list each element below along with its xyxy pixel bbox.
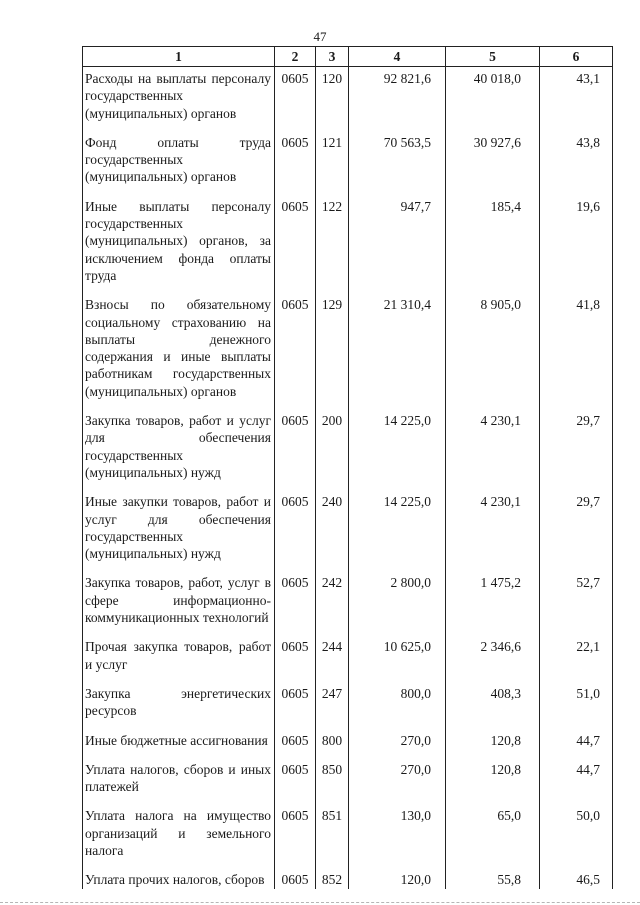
row-section-code-cell: 0605 [275,807,316,871]
table-row [83,493,613,574]
row-percent-cell: 46,5 [540,871,613,888]
row-name-cell: Фонд оплаты труда государственных (муниципальных) органов [83,134,275,198]
table-row [83,761,613,808]
row-expense-type-cell: 851 [316,807,349,871]
column-header-1: 1 [83,47,275,67]
row-executed-amount-cell: 65,0 [446,807,540,871]
row-name-cell: Расходы на выплаты персоналу государственных (муниципальных) органов [83,67,275,134]
column-header-3: 3 [316,47,349,67]
row-executed-amount-cell: 120,8 [446,761,540,808]
row-planned-amount-cell: 130,0 [349,807,446,871]
row-planned-amount-cell: 14 225,0 [349,493,446,574]
column-header-4: 4 [349,47,446,67]
row-section-code-cell: 0605 [275,493,316,574]
table-row [83,685,613,732]
row-name-cell: Иные бюджетные ассигнования [83,732,275,761]
table-row [83,638,613,685]
row-executed-amount-cell: 55,8 [446,871,540,888]
row-planned-amount-cell: 800,0 [349,685,446,732]
row-name-cell: Иные выплаты персоналу государственных (муниципальных) органов, за исключением фонда оплаты труда [83,198,275,296]
row-expense-type-cell: 122 [316,198,349,296]
column-header-6: 6 [540,47,613,67]
row-percent-cell: 51,0 [540,685,613,732]
row-expense-type-cell: 200 [316,412,349,493]
row-name-cell: Уплата налогов, сборов и иных платежей [83,761,275,808]
row-section-code-cell: 0605 [275,871,316,888]
row-percent-cell: 22,1 [540,638,613,685]
row-executed-amount-cell: 4 230,1 [446,493,540,574]
row-section-code-cell: 0605 [275,685,316,732]
row-percent-cell: 50,0 [540,807,613,871]
row-name-cell: Уплата прочих налогов, сборов [83,871,275,888]
row-percent-cell: 43,1 [540,67,613,134]
row-percent-cell: 29,7 [540,493,613,574]
row-section-code-cell: 0605 [275,412,316,493]
row-executed-amount-cell: 4 230,1 [446,412,540,493]
row-executed-amount-cell: 2 346,6 [446,638,540,685]
table-row [83,296,613,412]
table-body [83,67,613,889]
row-planned-amount-cell: 270,0 [349,761,446,808]
row-percent-cell: 29,7 [540,412,613,493]
column-header-2: 2 [275,47,316,67]
row-executed-amount-cell: 40 018,0 [446,67,540,134]
row-planned-amount-cell: 947,7 [349,198,446,296]
row-planned-amount-cell: 270,0 [349,732,446,761]
row-name-cell: Прочая закупка товаров, работ и услуг [83,638,275,685]
row-executed-amount-cell: 120,8 [446,732,540,761]
row-expense-type-cell: 247 [316,685,349,732]
row-name-cell: Закупка энергетических ресурсов [83,685,275,732]
row-name-cell: Закупка товаров, работ, услуг в сфере информационно-коммуникационных технологий [83,574,275,638]
row-section-code-cell: 0605 [275,761,316,808]
table-row [83,574,613,638]
table-row [83,67,613,134]
row-name-cell: Иные закупки товаров, работ и услуг для обеспечения государственных (муниципальных) нужд [83,493,275,574]
row-percent-cell: 19,6 [540,198,613,296]
row-planned-amount-cell: 120,0 [349,871,446,888]
row-section-code-cell: 0605 [275,198,316,296]
row-planned-amount-cell: 10 625,0 [349,638,446,685]
row-executed-amount-cell: 1 475,2 [446,574,540,638]
row-percent-cell: 44,7 [540,761,613,808]
row-expense-type-cell: 242 [316,574,349,638]
row-name-cell: Взносы по обязательному социальному страхованию на выплаты денежного содержания и иные выплаты работникам государственных (муниципальных) органов [83,296,275,412]
table-row [83,871,613,888]
row-section-code-cell: 0605 [275,134,316,198]
page-edge-rule [0,902,640,903]
row-expense-type-cell: 852 [316,871,349,888]
row-section-code-cell: 0605 [275,732,316,761]
row-executed-amount-cell: 30 927,6 [446,134,540,198]
row-name-cell: Закупка товаров, работ и услуг для обеспечения государственных (муниципальных) нужд [83,412,275,493]
row-name-cell: Уплата налога на имущество организаций и земельного налога [83,807,275,871]
row-section-code-cell: 0605 [275,574,316,638]
row-expense-type-cell: 121 [316,134,349,198]
row-percent-cell: 52,7 [540,574,613,638]
column-header-5: 5 [446,47,540,67]
row-expense-type-cell: 240 [316,493,349,574]
row-executed-amount-cell: 408,3 [446,685,540,732]
row-planned-amount-cell: 70 563,5 [349,134,446,198]
table-row [83,412,613,493]
row-section-code-cell: 0605 [275,67,316,134]
row-expense-type-cell: 244 [316,638,349,685]
row-section-code-cell: 0605 [275,638,316,685]
row-planned-amount-cell: 21 310,4 [349,296,446,412]
table-row [83,134,613,198]
table-header-row [83,47,613,67]
table-row [83,807,613,871]
budget-table [82,46,613,889]
row-section-code-cell: 0605 [275,296,316,412]
row-expense-type-cell: 129 [316,296,349,412]
row-executed-amount-cell: 8 905,0 [446,296,540,412]
table-row [83,732,613,761]
row-percent-cell: 44,7 [540,732,613,761]
row-planned-amount-cell: 14 225,0 [349,412,446,493]
row-executed-amount-cell: 185,4 [446,198,540,296]
row-planned-amount-cell: 92 821,6 [349,67,446,134]
table-row [83,198,613,296]
row-expense-type-cell: 850 [316,761,349,808]
row-expense-type-cell: 800 [316,732,349,761]
page-number: 47 [313,29,327,44]
row-percent-cell: 43,8 [540,134,613,198]
row-expense-type-cell: 120 [316,67,349,134]
row-percent-cell: 41,8 [540,296,613,412]
row-planned-amount-cell: 2 800,0 [349,574,446,638]
